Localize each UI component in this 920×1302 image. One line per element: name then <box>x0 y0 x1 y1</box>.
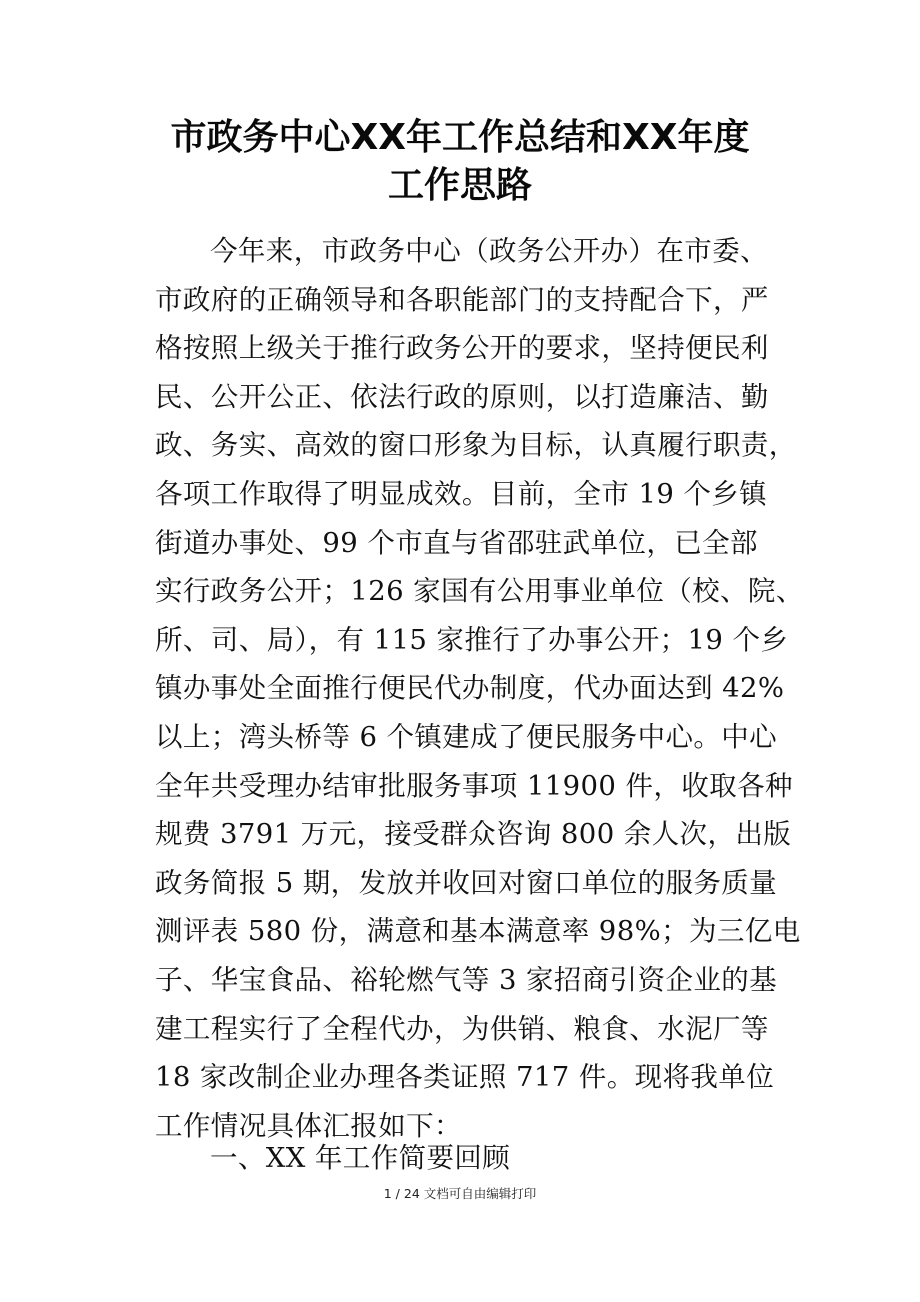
paragraph-line: 民、公开公正、依法行政的原则，以打造廉洁、勤 <box>155 380 769 413</box>
paragraph-line: 建工程实行了全程代办，为供销、粮食、水泥厂等 <box>155 1012 769 1045</box>
paragraph-line: 工作情况具体汇报如下： <box>155 1109 462 1142</box>
paragraph-line: 镇办事处全面推行便民代办制度，代办面达到 42% <box>155 672 785 705</box>
paragraph-line: 格按照上级关于推行政务公开的要求，坚持便民利 <box>155 332 769 365</box>
paragraph-line: 测评表 580 份，满意和基本满意率 98%；为三亿电 <box>155 915 801 948</box>
document-title-line-2: 工作思路 <box>387 165 532 206</box>
paragraph-line: 子、华宝食品、裕轮燃气等 3 家招商引资企业的基 <box>155 963 778 996</box>
page-footer: 1 / 24 文档可自由编辑打印 <box>383 1186 537 1201</box>
paragraph-line: 市政府的正确领导和各职能部门的支持配合下，严 <box>155 283 769 316</box>
paragraph-line: 实行政务公开；126 家国有公用事业单位（校、院、 <box>155 575 804 608</box>
paragraph-line: 以上；湾头桥等 6 个镇建成了便民服务中心。中心 <box>155 720 778 753</box>
paragraph-line: 街道办事处、99 个市直与省邵驻武单位，已全部 <box>155 526 758 559</box>
paragraph-line: 规费 3791 万元，接受群众咨询 800 余人次，出版 <box>155 818 792 851</box>
intro-paragraph <box>155 227 804 1150</box>
paragraph-line: 全年共受理办结审批服务事项 11900 件，收取各种 <box>155 769 793 802</box>
paragraph-line: 今年来，市政务中心（政务公开办）在市委、 <box>210 235 768 267</box>
paragraph-line: 18 家改制企业办理各类证照 717 件。现将我单位 <box>155 1061 775 1094</box>
section-heading: 一、XX 年工作简要回顾 <box>210 1142 511 1174</box>
paragraph-line: 政、务实、高效的窗口形象为目标，认真履行职责， <box>155 429 797 462</box>
document-title-line-1: 市政务中心XX年工作总结和XX年度 <box>170 117 750 158</box>
paragraph-line: 政务简报 5 期，发放并收回对窗口单位的服务质量 <box>155 866 778 899</box>
paragraph-line: 各项工作取得了明显成效。目前，全市 19 个乡镇 <box>155 477 768 510</box>
paragraph-line: 所、司、局），有 115 家推行了办事公开；19 个乡 <box>155 623 789 656</box>
